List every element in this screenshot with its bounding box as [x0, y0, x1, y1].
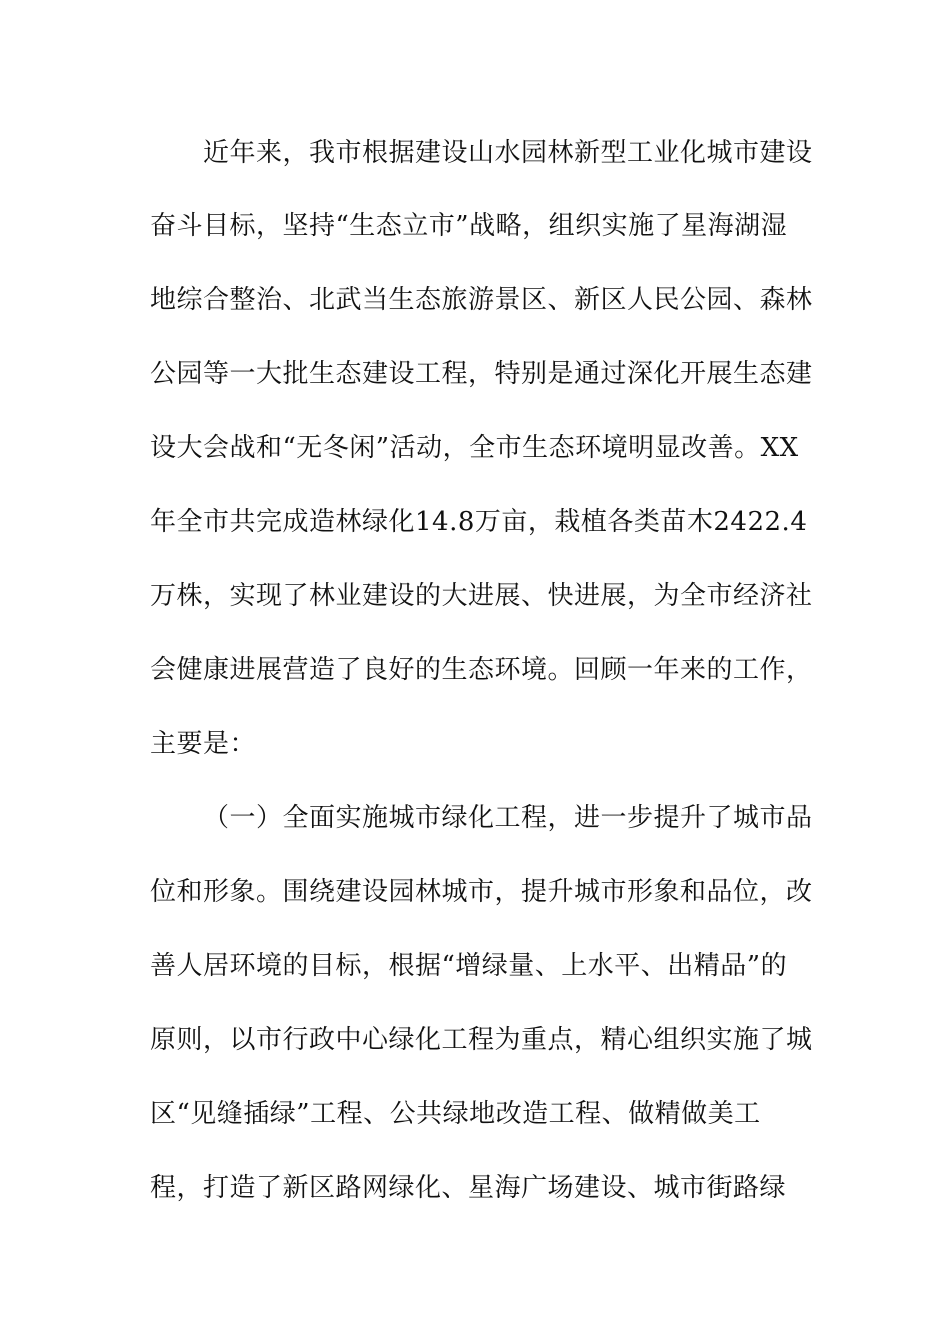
paragraph-2-line-4: 原则，以市行政中心绿化工程为重点，精心组织实施了城	[150, 1025, 813, 1055]
paragraph-1-line-6: 年全市共完成造林绿化14.8万亩，栽植各类苗木2422.4	[150, 507, 808, 537]
paragraph-1-line-2: 奋斗目标，坚持“生态立市”战略，组织实施了星海湖湿	[150, 211, 788, 241]
paragraph-1-line-4: 公园等一大批生态建设工程，特别是通过深化开展生态建	[150, 359, 813, 389]
paragraph-2-line-5: 区“见缝插绿”工程、公共绿地改造工程、做精做美工	[150, 1099, 761, 1129]
paragraph-1-line-7: 万株，实现了林业建设的大进展、快进展，为全市经济社	[150, 581, 813, 611]
paragraph-2-line-6: 程，打造了新区路网绿化、星海广场建设、城市街路绿	[150, 1173, 787, 1203]
paragraph-1-line-1: 近年来，我市根据建设山水园林新型工业化城市建设	[203, 138, 813, 168]
paragraph-2-line-1: （一）全面实施城市绿化工程，进一步提升了城市品	[203, 803, 813, 833]
paragraph-2-line-2: 位和形象。围绕建设园林城市，提升城市形象和品位，改	[150, 877, 813, 907]
paragraph-1-line-5: 设大会战和“无冬闲”活动，全市生态环境明显改善。XX	[150, 433, 799, 463]
paragraph-1-line-3: 地综合整治、北武当生态旅游景区、新区人民公园、森林	[150, 285, 813, 315]
paragraph-2-line-3: 善人居环境的目标，根据“增绿量、上水平、出精品”的	[150, 951, 788, 981]
paragraph-1-line-8: 会健康进展营造了良好的生态环境。回顾一年来的工作，	[150, 655, 813, 685]
paragraph-1-line-9: 主要是：	[150, 729, 257, 759]
